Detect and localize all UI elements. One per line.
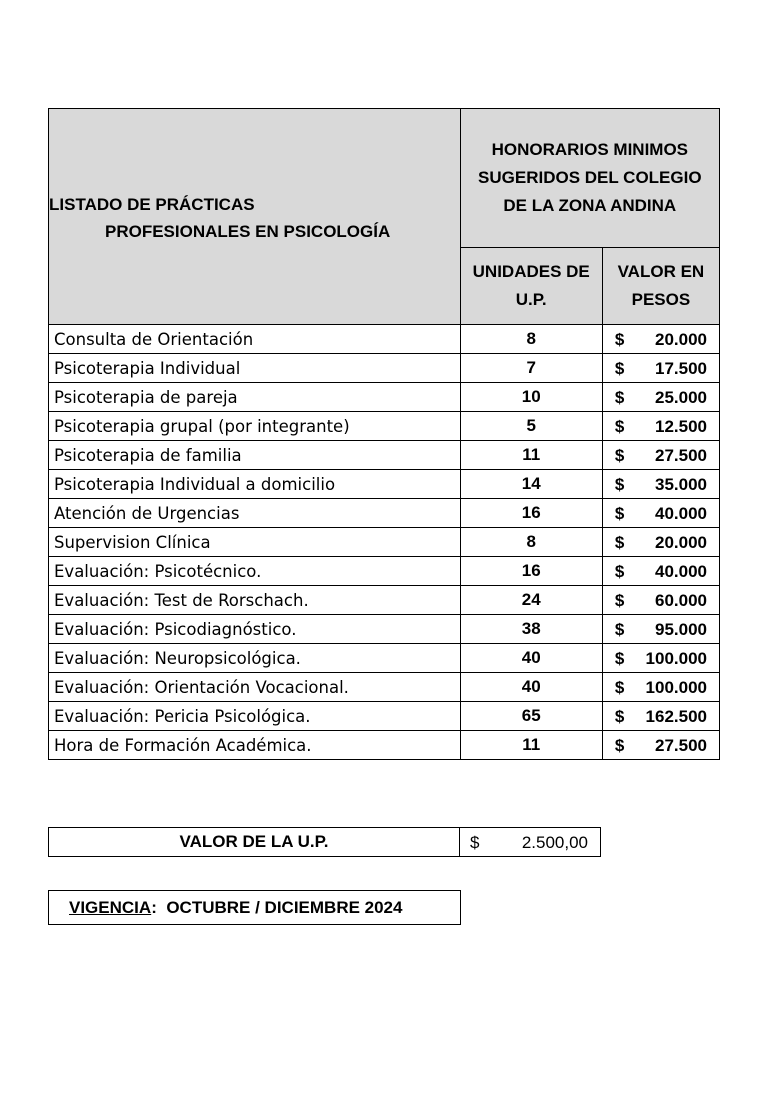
table-row bbox=[49, 586, 720, 615]
price-cell bbox=[602, 499, 719, 528]
fees-header-line: SUGERIDOS DEL COLEGIO bbox=[478, 168, 702, 187]
practice-name: Psicoterapia Individual bbox=[49, 354, 461, 383]
vigencia-label: VIGENCIA bbox=[69, 898, 152, 917]
practice-name: Evaluación: Psicodiagnóstico. bbox=[49, 615, 461, 644]
price-cell bbox=[602, 557, 719, 586]
units-header-line: UNIDADES DE bbox=[472, 262, 590, 281]
units-cell: 11 bbox=[460, 731, 602, 760]
price-amount: 20.000 bbox=[655, 533, 707, 552]
units-header-line: U.P. bbox=[515, 290, 547, 309]
practice-name: Psicoterapia grupal (por integrante) bbox=[49, 412, 461, 441]
units-cell: 11 bbox=[460, 441, 602, 470]
currency-symbol: $ bbox=[614, 533, 625, 552]
price-amount: 17.500 bbox=[655, 359, 707, 378]
price-cell bbox=[602, 528, 719, 557]
price-amount: 162.500 bbox=[645, 707, 707, 726]
currency-symbol: $ bbox=[470, 833, 480, 852]
price-cell bbox=[602, 731, 719, 760]
currency-symbol: $ bbox=[614, 649, 625, 668]
price-cell bbox=[602, 325, 719, 354]
units-cell: 7 bbox=[460, 354, 602, 383]
units-cell: 65 bbox=[460, 702, 602, 731]
fees-header bbox=[460, 109, 719, 248]
practices-header-line1: LISTADO DE PRÁCTICAS bbox=[49, 195, 255, 214]
units-cell: 16 bbox=[460, 557, 602, 586]
price-amount: 60.000 bbox=[655, 591, 707, 610]
up-value-amount: 2.500,00 bbox=[521, 833, 588, 852]
price-cell bbox=[602, 441, 719, 470]
units-cell: 8 bbox=[460, 528, 602, 557]
table-row bbox=[49, 441, 720, 470]
value-header-line: VALOR EN bbox=[617, 262, 705, 281]
units-cell: 24 bbox=[460, 586, 602, 615]
practice-name: Evaluación: Neuropsicológica. bbox=[49, 644, 461, 673]
price-amount: 100.000 bbox=[645, 649, 707, 668]
table-row bbox=[49, 325, 720, 354]
currency-symbol: $ bbox=[614, 446, 625, 465]
price-amount: 40.000 bbox=[655, 504, 707, 523]
table-row bbox=[49, 383, 720, 412]
currency-symbol: $ bbox=[614, 504, 625, 523]
up-value-cell bbox=[460, 828, 600, 856]
price-amount: 27.500 bbox=[655, 446, 707, 465]
up-value-label: VALOR DE LA U.P. bbox=[49, 828, 460, 856]
practice-name: Psicoterapia Individual a domicilio bbox=[49, 470, 461, 499]
currency-symbol: $ bbox=[614, 562, 625, 581]
practices-header bbox=[49, 109, 461, 325]
table-row bbox=[49, 731, 720, 760]
vigencia-box bbox=[48, 890, 461, 925]
price-cell bbox=[602, 354, 719, 383]
practice-name: Atención de Urgencias bbox=[49, 499, 461, 528]
currency-symbol: $ bbox=[614, 736, 625, 755]
table-row bbox=[49, 499, 720, 528]
price-cell bbox=[602, 673, 719, 702]
practice-name: Hora de Formación Académica. bbox=[49, 731, 461, 760]
fee-table bbox=[48, 108, 720, 760]
practice-name: Evaluación: Pericia Psicológica. bbox=[49, 702, 461, 731]
price-amount: 95.000 bbox=[655, 620, 707, 639]
table-row bbox=[49, 470, 720, 499]
price-amount: 12.500 bbox=[655, 417, 707, 436]
currency-symbol: $ bbox=[614, 678, 625, 697]
practice-name: Evaluación: Orientación Vocacional. bbox=[49, 673, 461, 702]
currency-symbol: $ bbox=[614, 707, 625, 726]
price-cell bbox=[602, 470, 719, 499]
table-row bbox=[49, 412, 720, 441]
practice-name: Psicoterapia de pareja bbox=[49, 383, 461, 412]
vigencia-period: OCTUBRE / DICIEMBRE 2024 bbox=[166, 898, 403, 917]
price-amount: 100.000 bbox=[645, 678, 707, 697]
units-cell: 38 bbox=[460, 615, 602, 644]
price-amount: 20.000 bbox=[655, 330, 707, 349]
price-cell bbox=[602, 615, 719, 644]
price-amount: 27.500 bbox=[655, 736, 707, 755]
practice-name: Evaluación: Test de Rorschach. bbox=[49, 586, 461, 615]
currency-symbol: $ bbox=[614, 417, 625, 436]
fees-header-line: HONORARIOS MINIMOS bbox=[491, 140, 689, 159]
price-cell bbox=[602, 412, 719, 441]
table-row bbox=[49, 354, 720, 383]
price-cell bbox=[602, 644, 719, 673]
value-column-header bbox=[602, 248, 719, 325]
currency-symbol: $ bbox=[614, 620, 625, 639]
units-cell: 5 bbox=[460, 412, 602, 441]
units-cell: 40 bbox=[460, 644, 602, 673]
currency-symbol: $ bbox=[614, 591, 625, 610]
practice-name: Evaluación: Psicotécnico. bbox=[49, 557, 461, 586]
practice-name: Consulta de Orientación bbox=[49, 325, 461, 354]
price-cell bbox=[602, 702, 719, 731]
currency-symbol: $ bbox=[614, 330, 625, 349]
table-row bbox=[49, 528, 720, 557]
currency-symbol: $ bbox=[614, 475, 625, 494]
practices-header-line2: PROFESIONALES EN PSICOLOGÍA bbox=[105, 222, 391, 241]
units-cell: 16 bbox=[460, 499, 602, 528]
price-cell bbox=[602, 586, 719, 615]
units-cell: 14 bbox=[460, 470, 602, 499]
practice-name: Psicoterapia de familia bbox=[49, 441, 461, 470]
table-row bbox=[49, 615, 720, 644]
price-amount: 40.000 bbox=[655, 562, 707, 581]
units-cell: 40 bbox=[460, 673, 602, 702]
price-amount: 25.000 bbox=[655, 388, 707, 407]
table-row bbox=[49, 557, 720, 586]
units-column-header bbox=[460, 248, 602, 325]
practice-name: Supervision Clínica bbox=[49, 528, 461, 557]
price-cell bbox=[602, 383, 719, 412]
fees-header-line: DE LA ZONA ANDINA bbox=[503, 196, 677, 215]
currency-symbol: $ bbox=[614, 388, 625, 407]
table-row bbox=[49, 702, 720, 731]
table-row bbox=[49, 644, 720, 673]
value-header-line: PESOS bbox=[631, 290, 691, 309]
units-cell: 8 bbox=[460, 325, 602, 354]
table-row bbox=[49, 673, 720, 702]
price-amount: 35.000 bbox=[655, 475, 707, 494]
currency-symbol: $ bbox=[614, 359, 625, 378]
up-value-box bbox=[48, 827, 601, 857]
units-cell: 10 bbox=[460, 383, 602, 412]
vigencia-separator: : bbox=[151, 898, 157, 917]
